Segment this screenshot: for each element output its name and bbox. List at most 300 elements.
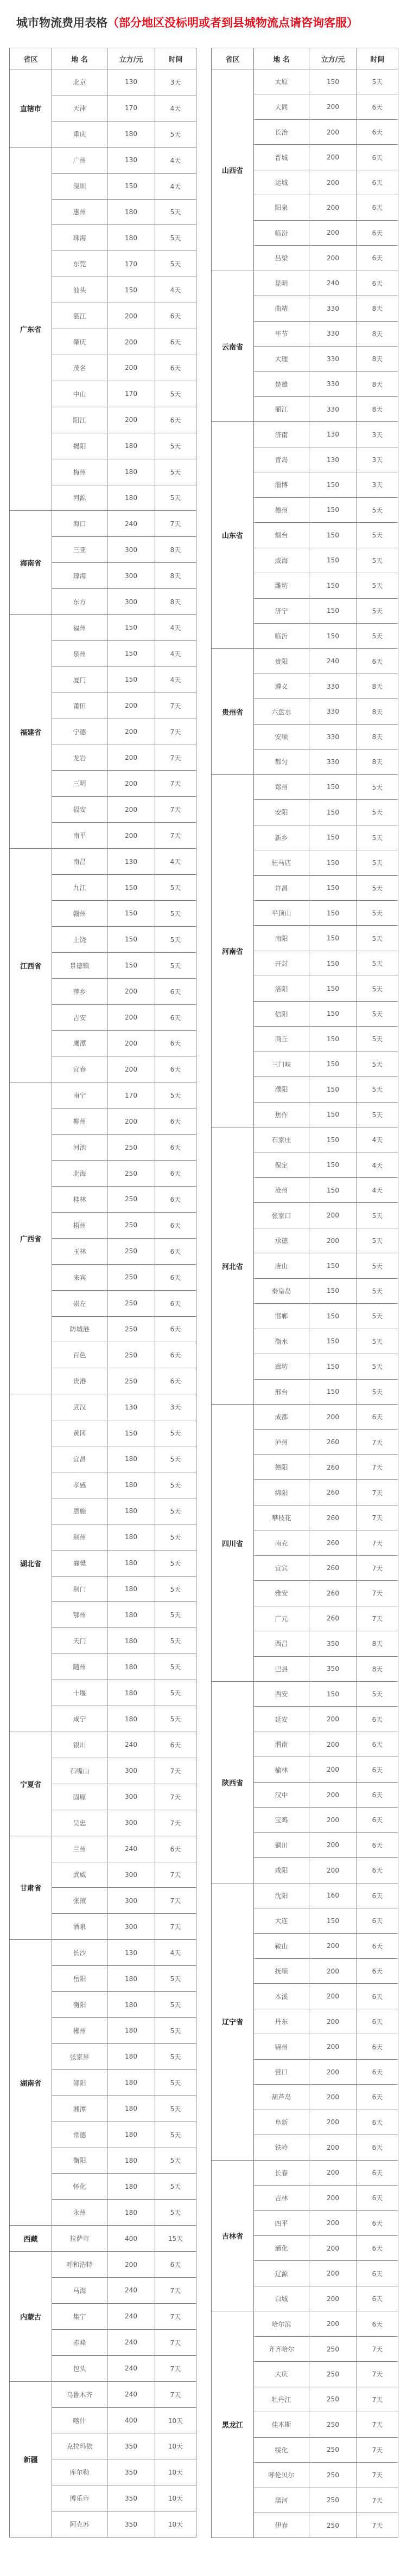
time-cell: 7天 xyxy=(155,719,196,745)
time-cell: 5天 xyxy=(155,433,196,459)
city-cell: 本溪 xyxy=(254,1984,309,2009)
price-cell: 150 xyxy=(309,1304,357,1329)
city-cell: 都匀 xyxy=(254,749,309,774)
city-cell: 曲靖 xyxy=(254,296,309,321)
city-cell: 大同 xyxy=(254,94,309,119)
time-cell: 5天 xyxy=(357,1077,398,1102)
price-cell: 150 xyxy=(309,1027,357,1052)
time-cell: 6天 xyxy=(155,329,196,355)
price-cell: 400 xyxy=(107,2407,155,2433)
price-cell: 180 xyxy=(107,1654,155,1680)
price-cell: 250 xyxy=(107,1368,155,1394)
time-cell: 6天 xyxy=(357,1984,398,2009)
price-cell: 150 xyxy=(309,1001,357,1026)
price-cell: 350 xyxy=(107,2485,155,2511)
time-cell: 5天 xyxy=(155,952,196,978)
time-cell: 5天 xyxy=(357,69,398,94)
time-cell: 4天 xyxy=(155,640,196,667)
time-cell: 8天 xyxy=(357,296,398,321)
time-cell: 6天 xyxy=(155,1732,196,1758)
city-cell: 三亚 xyxy=(52,537,107,563)
price-cell: 180 xyxy=(107,1446,155,1472)
price-cell: 180 xyxy=(107,2017,155,2043)
price-cell: 180 xyxy=(107,1706,155,1732)
price-cell: 250 xyxy=(107,1316,155,1342)
table-row xyxy=(10,849,196,875)
time-cell: 6天 xyxy=(357,145,398,170)
time-cell: 5天 xyxy=(357,548,398,573)
time-cell: 10天 xyxy=(155,2511,196,2537)
time-cell: 5天 xyxy=(155,381,196,407)
city-cell: 河源 xyxy=(52,485,107,511)
city-cell: 中山 xyxy=(52,381,107,407)
price-cell: 150 xyxy=(309,875,357,900)
price-cell: 240 xyxy=(107,1732,155,1758)
city-cell: 福安 xyxy=(52,797,107,823)
city-cell: 固原 xyxy=(52,1784,107,1810)
price-cell: 200 xyxy=(309,1757,357,1782)
time-cell: 7天 xyxy=(357,1555,398,1580)
table-row xyxy=(10,1394,196,1420)
city-cell: 白城 xyxy=(254,2286,309,2311)
time-cell: 5天 xyxy=(357,1379,398,1404)
city-cell: 河池 xyxy=(52,1135,107,1161)
city-cell: 库尔勒 xyxy=(52,2459,107,2485)
city-cell: 大理 xyxy=(254,346,309,371)
city-cell: 保定 xyxy=(254,1152,309,1177)
city-cell: 长春 xyxy=(254,2160,309,2185)
time-cell: 7天 xyxy=(155,2355,196,2381)
city-cell: 海口 xyxy=(52,511,107,537)
price-cell: 150 xyxy=(107,277,155,303)
time-cell: 7天 xyxy=(357,2412,398,2437)
city-cell: 永州 xyxy=(52,2200,107,2226)
table-row xyxy=(10,1082,196,1108)
time-cell: 7天 xyxy=(357,1430,398,1454)
city-cell: 衡阳 xyxy=(52,1992,107,2018)
price-cell: 330 xyxy=(309,396,357,421)
table-row xyxy=(10,1940,196,1966)
price-cell: 150 xyxy=(309,951,357,976)
time-cell: 5天 xyxy=(155,459,196,485)
time-cell: 6天 xyxy=(155,355,196,381)
city-cell: 南昌 xyxy=(52,849,107,875)
city-cell: 大庆 xyxy=(254,2362,309,2387)
time-cell: 4天 xyxy=(155,1940,196,1966)
price-cell: 150 xyxy=(309,1682,357,1707)
city-cell: 牡丹江 xyxy=(254,2387,309,2412)
city-cell: 孝感 xyxy=(52,1472,107,1498)
city-cell: 洛阳 xyxy=(254,976,309,1001)
time-cell: 6天 xyxy=(357,1908,398,1933)
table-row xyxy=(212,1127,398,1152)
time-cell: 8天 xyxy=(155,589,196,615)
price-cell: 150 xyxy=(107,173,155,199)
city-cell: 南宁 xyxy=(52,1082,107,1108)
time-cell: 5天 xyxy=(357,850,398,875)
city-cell: 长沙 xyxy=(52,1940,107,1966)
price-cell: 200 xyxy=(107,2252,155,2278)
city-cell: 葫芦岛 xyxy=(254,2085,309,2110)
city-cell: 拉萨市 xyxy=(52,2226,107,2252)
time-cell: 5天 xyxy=(357,623,398,648)
time-cell: 6天 xyxy=(357,1808,398,1832)
price-cell: 250 xyxy=(309,2488,357,2513)
price-cell: 200 xyxy=(107,1004,155,1030)
price-cell: 150 xyxy=(309,800,357,825)
city-cell: 东方 xyxy=(52,589,107,615)
price-cell: 200 xyxy=(309,2186,357,2210)
table-row xyxy=(10,69,196,95)
time-cell: 5天 xyxy=(155,1628,196,1654)
time-cell: 7天 xyxy=(155,2303,196,2329)
time-cell: 8天 xyxy=(155,537,196,563)
city-cell: 郑州 xyxy=(254,774,309,799)
time-cell: 5天 xyxy=(357,1027,398,1052)
price-cell: 200 xyxy=(309,246,357,271)
city-cell: 博乐市 xyxy=(52,2485,107,2511)
time-cell: 7天 xyxy=(155,1758,196,1784)
city-cell: 茂名 xyxy=(52,355,107,381)
price-cell: 200 xyxy=(309,195,357,220)
price-cell: 260 xyxy=(309,1606,357,1631)
city-cell: 鹰潭 xyxy=(52,1030,107,1056)
city-cell: 玉林 xyxy=(52,1238,107,1264)
time-cell: 7天 xyxy=(155,771,196,797)
price-cell: 150 xyxy=(309,598,357,623)
time-cell: 6天 xyxy=(357,220,398,245)
time-cell: 6天 xyxy=(155,1161,196,1187)
price-cell: 150 xyxy=(309,623,357,648)
time-cell: 7天 xyxy=(155,511,196,537)
price-cell: 150 xyxy=(309,1329,357,1354)
time-cell: 7天 xyxy=(155,2329,196,2355)
province-cell: 四川省 xyxy=(212,1405,254,1682)
time-cell: 5天 xyxy=(155,2017,196,2043)
price-cell: 300 xyxy=(107,1758,155,1784)
province-cell: 新疆 xyxy=(10,2381,52,2537)
city-cell: 四平 xyxy=(254,2210,309,2235)
city-cell: 喀什 xyxy=(52,2407,107,2433)
price-cell: 200 xyxy=(107,1108,155,1135)
time-cell: 5天 xyxy=(357,1203,398,1228)
price-cell: 260 xyxy=(309,1480,357,1505)
price-cell: 260 xyxy=(309,1454,357,1479)
time-cell: 8天 xyxy=(357,321,398,346)
city-cell: 衡阳 xyxy=(52,2148,107,2174)
price-cell: 200 xyxy=(309,2110,357,2135)
price-cell: 200 xyxy=(107,745,155,771)
price-cell: 180 xyxy=(107,1472,155,1498)
time-cell: 5天 xyxy=(155,121,196,147)
price-cell: 150 xyxy=(309,900,357,925)
city-cell: 荆门 xyxy=(52,1576,107,1602)
city-cell: 呼伦贝尔 xyxy=(254,2463,309,2488)
price-cell: 250 xyxy=(309,2412,357,2437)
city-cell: 上饶 xyxy=(52,926,107,952)
price-cell: 250 xyxy=(107,1186,155,1212)
city-cell: 绵阳 xyxy=(254,1480,309,1505)
time-cell: 6天 xyxy=(155,1238,196,1264)
city-cell: 邵阳 xyxy=(52,2069,107,2096)
time-cell: 5天 xyxy=(357,951,398,976)
time-cell: 7天 xyxy=(155,1810,196,1836)
time-cell: 7天 xyxy=(155,693,196,719)
city-cell: 南平 xyxy=(52,823,107,849)
time-cell: 6天 xyxy=(357,170,398,195)
time-cell: 7天 xyxy=(357,1530,398,1555)
time-cell: 7天 xyxy=(155,2278,196,2304)
price-cell: 250 xyxy=(309,2387,357,2412)
time-cell: 6天 xyxy=(357,2286,398,2311)
city-cell: 安阳 xyxy=(254,800,309,825)
city-cell: 石嘴山 xyxy=(52,1758,107,1784)
city-cell: 攀枝花 xyxy=(254,1505,309,1530)
city-cell: 德阳 xyxy=(254,1454,309,1479)
table-header-row xyxy=(212,48,398,69)
price-cell: 200 xyxy=(107,407,155,433)
table-row xyxy=(10,1836,196,1862)
price-cell: 200 xyxy=(107,303,155,329)
time-cell: 6天 xyxy=(155,1368,196,1394)
price-cell: 150 xyxy=(309,1052,357,1076)
time-cell: 7天 xyxy=(357,1581,398,1606)
city-cell: 辽源 xyxy=(254,2261,309,2286)
price-cell: 150 xyxy=(309,1127,357,1152)
city-cell: 丽江 xyxy=(254,396,309,421)
price-cell: 250 xyxy=(107,1212,155,1238)
time-cell: 6天 xyxy=(357,2009,398,2034)
header-time: 时间 xyxy=(155,48,196,69)
price-cell: 200 xyxy=(309,1808,357,1832)
city-cell: 齐齐哈尔 xyxy=(254,2336,309,2361)
time-cell: 7天 xyxy=(155,1862,196,1888)
time-cell: 6天 xyxy=(357,2085,398,2110)
price-cell: 150 xyxy=(309,774,357,799)
city-cell: 雅安 xyxy=(254,1581,309,1606)
price-cell: 150 xyxy=(309,1152,357,1177)
price-cell: 180 xyxy=(107,2069,155,2096)
price-cell: 180 xyxy=(107,485,155,511)
time-cell: 4天 xyxy=(155,849,196,875)
price-cell: 180 xyxy=(107,1966,155,1992)
time-cell: 5天 xyxy=(155,1498,196,1524)
time-cell: 5天 xyxy=(357,1001,398,1026)
price-cell: 150 xyxy=(309,850,357,875)
city-cell: 怀化 xyxy=(52,2174,107,2200)
city-cell: 湘潭 xyxy=(52,2096,107,2122)
price-cell: 180 xyxy=(107,2174,155,2200)
time-cell: 7天 xyxy=(155,823,196,849)
time-cell: 5天 xyxy=(155,1706,196,1732)
province-cell: 河南省 xyxy=(212,774,254,1127)
time-cell: 5天 xyxy=(357,774,398,799)
city-cell: 惠州 xyxy=(52,199,107,225)
province-cell: 福建省 xyxy=(10,615,52,849)
price-cell: 200 xyxy=(309,1984,357,2009)
title-main: 城市物流费用表格 xyxy=(16,16,107,29)
price-cell: 200 xyxy=(309,1782,357,1807)
price-cell: 150 xyxy=(309,69,357,94)
time-cell: 5天 xyxy=(155,875,196,901)
city-cell: 烟台 xyxy=(254,523,309,548)
city-cell: 佳木斯 xyxy=(254,2412,309,2437)
price-cell: 260 xyxy=(309,1505,357,1530)
price-cell: 150 xyxy=(107,901,155,927)
city-cell: 沈阳 xyxy=(254,1883,309,1908)
table-row xyxy=(10,511,196,537)
city-cell: 酒泉 xyxy=(52,1914,107,1940)
city-cell: 贵港 xyxy=(52,1368,107,1394)
time-cell: 6天 xyxy=(357,1832,398,1857)
time-cell: 7天 xyxy=(357,2387,398,2412)
city-cell: 铜川 xyxy=(254,1832,309,1857)
price-cell: 150 xyxy=(309,825,357,850)
city-cell: 邯郸 xyxy=(254,1304,309,1329)
time-cell: 6天 xyxy=(155,1342,196,1368)
city-cell: 珠海 xyxy=(52,225,107,251)
city-cell: 楚雄 xyxy=(254,371,309,396)
price-cell: 170 xyxy=(107,251,155,277)
time-cell: 5天 xyxy=(155,901,196,927)
time-cell: 5天 xyxy=(155,1576,196,1602)
city-cell: 咸宁 xyxy=(52,1706,107,1732)
time-cell: 6天 xyxy=(155,1135,196,1161)
city-cell: 唐山 xyxy=(254,1253,309,1278)
time-cell: 7天 xyxy=(155,1784,196,1810)
city-cell: 安顺 xyxy=(254,724,309,749)
time-cell: 3天 xyxy=(155,1394,196,1420)
city-cell: 绥化 xyxy=(254,2437,309,2462)
time-cell: 7天 xyxy=(357,2488,398,2513)
time-cell: 7天 xyxy=(357,1480,398,1505)
table-row xyxy=(212,2311,398,2336)
time-cell: 6天 xyxy=(155,1836,196,1862)
price-cell: 150 xyxy=(309,1077,357,1102)
time-cell: 6天 xyxy=(155,407,196,433)
table-row xyxy=(212,422,398,447)
price-cell: 200 xyxy=(309,2034,357,2059)
price-cell: 150 xyxy=(309,1278,357,1303)
time-cell: 5天 xyxy=(155,2043,196,2069)
province-cell: 山东省 xyxy=(212,422,254,649)
price-cell: 250 xyxy=(107,1290,155,1316)
time-cell: 5天 xyxy=(357,523,398,548)
time-cell: 5天 xyxy=(357,1052,398,1076)
city-cell: 十堰 xyxy=(52,1680,107,1706)
city-cell: 北海 xyxy=(52,1161,107,1187)
time-cell: 5天 xyxy=(155,485,196,511)
time-cell: 10天 xyxy=(155,2433,196,2459)
price-cell: 200 xyxy=(107,823,155,849)
city-cell: 柳州 xyxy=(52,1108,107,1135)
time-cell: 5天 xyxy=(155,2096,196,2122)
right-price-table xyxy=(211,48,398,2538)
price-cell: 300 xyxy=(107,1810,155,1836)
time-cell: 5天 xyxy=(155,1966,196,1992)
price-cell: 240 xyxy=(107,2381,155,2407)
table-row xyxy=(10,2381,196,2407)
city-cell: 来宾 xyxy=(52,1264,107,1290)
time-cell: 7天 xyxy=(155,745,196,771)
price-cell: 250 xyxy=(107,1161,155,1187)
price-cell: 200 xyxy=(107,1056,155,1082)
time-cell: 5天 xyxy=(155,926,196,952)
city-cell: 宜宾 xyxy=(254,1555,309,1580)
price-cell: 240 xyxy=(107,2303,155,2329)
price-cell: 250 xyxy=(107,1238,155,1264)
price-cell: 200 xyxy=(309,1405,357,1430)
time-cell: 8天 xyxy=(357,396,398,421)
city-cell: 吉安 xyxy=(52,1004,107,1030)
province-cell: 西藏 xyxy=(10,2226,52,2252)
city-cell: 许昌 xyxy=(254,875,309,900)
province-cell: 吉林省 xyxy=(212,2160,254,2311)
province-cell: 山西省 xyxy=(212,69,254,271)
price-cell: 200 xyxy=(309,2286,357,2311)
price-cell: 200 xyxy=(309,220,357,245)
province-cell: 江西省 xyxy=(10,849,52,1082)
city-cell: 琼海 xyxy=(52,563,107,589)
city-cell: 重庆 xyxy=(52,121,107,147)
price-cell: 200 xyxy=(309,94,357,119)
time-cell: 6天 xyxy=(155,2252,196,2278)
price-cell: 200 xyxy=(107,355,155,381)
city-cell: 廊坊 xyxy=(254,1354,309,1379)
header-province: 省区 xyxy=(10,48,52,69)
city-cell: 揭阳 xyxy=(52,433,107,459)
price-cell: 150 xyxy=(309,1379,357,1404)
city-cell: 哈尔滨 xyxy=(254,2311,309,2336)
price-cell: 180 xyxy=(107,2148,155,2174)
time-cell: 5天 xyxy=(155,1524,196,1550)
price-cell: 200 xyxy=(309,1732,357,1757)
city-cell: 莆田 xyxy=(52,693,107,719)
price-cell: 350 xyxy=(107,2459,155,2485)
price-cell: 240 xyxy=(309,649,357,674)
time-cell: 5天 xyxy=(155,2148,196,2174)
time-cell: 5天 xyxy=(357,497,398,522)
time-cell: 6天 xyxy=(357,1782,398,1807)
price-cell: 330 xyxy=(309,371,357,396)
province-cell: 黑龙江 xyxy=(212,2311,254,2538)
city-cell: 恩施 xyxy=(52,1498,107,1524)
price-cell: 240 xyxy=(309,271,357,296)
city-cell: 常德 xyxy=(52,2122,107,2148)
city-cell: 运城 xyxy=(254,170,309,195)
table-row xyxy=(212,1883,398,1908)
time-cell: 5天 xyxy=(155,1420,196,1446)
time-cell: 3天 xyxy=(357,422,398,447)
price-cell: 240 xyxy=(107,1836,155,1862)
price-cell: 200 xyxy=(107,693,155,719)
city-cell: 阳泉 xyxy=(254,195,309,220)
city-cell: 威海 xyxy=(254,548,309,573)
time-cell: 5天 xyxy=(155,1446,196,1472)
time-cell: 6天 xyxy=(155,1316,196,1342)
price-cell: 150 xyxy=(107,952,155,978)
price-cell: 150 xyxy=(309,1253,357,1278)
time-cell: 6天 xyxy=(357,1933,398,1958)
time-cell: 5天 xyxy=(155,1550,196,1576)
price-cell: 200 xyxy=(107,1030,155,1056)
price-cell: 150 xyxy=(107,875,155,901)
time-cell: 7天 xyxy=(357,2362,398,2387)
city-cell: 丹东 xyxy=(254,2009,309,2034)
city-cell: 鞍山 xyxy=(254,1933,309,1958)
city-cell: 兰州 xyxy=(52,1836,107,1862)
time-cell: 8天 xyxy=(357,699,398,724)
